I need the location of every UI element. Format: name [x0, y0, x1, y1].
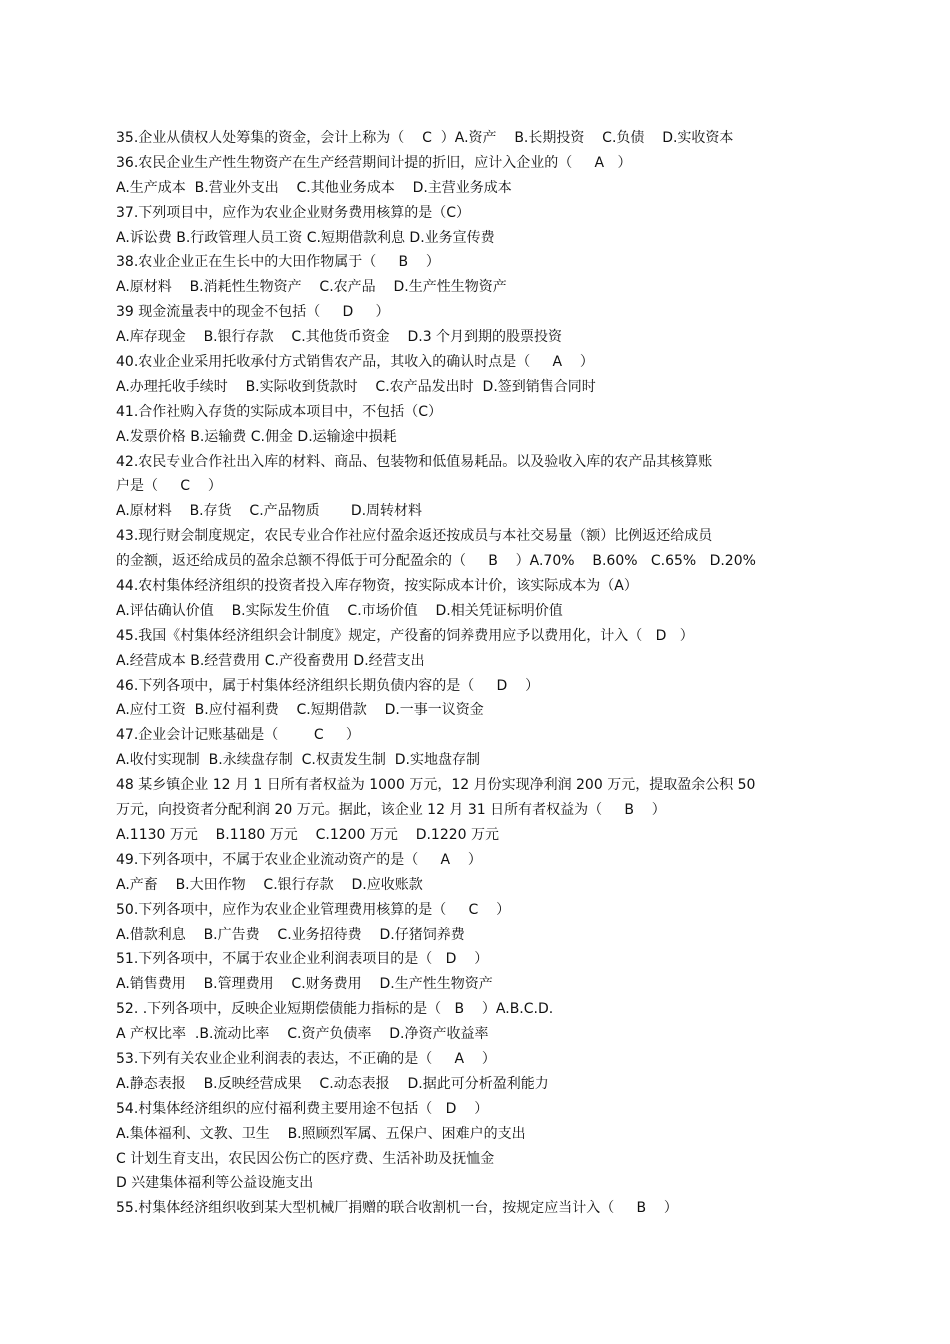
question-36-line: 36.农民企业生产性生物资产在生产经营期间计提的折旧，应计入企业的（ A ） — [116, 154, 632, 171]
question-45-options: A.经营成本 B.经营费用 C.产役畜费用 D.经营支出 — [116, 652, 425, 669]
question-35-line: 35.企业从债权人处筹集的资金，会计上称为（ C ）A.资产 B.长期投资 C.负债 D.实收资本 — [116, 130, 734, 146]
question-51-options: A.销售费用 B.管理费用 C.财务费用 D.生产性生物资产 — [116, 976, 493, 993]
question-54-line: 54.村集体经济组织的应付福利费主要用途不包括（ D ） — [116, 1100, 489, 1117]
question-49-line: 49.下列各项中，不属于农业企业流动资产的是（ A ） — [116, 851, 482, 868]
question-44-options: A.评估确认价值 B.实际发生价值 C.市场价值 D.相关凭证标明价值 — [116, 602, 563, 619]
document-body — [116, 126, 846, 1221]
question-46-options: A.应付工资 B.应付福利费 C.短期借款 D.一事一议资金 — [116, 702, 484, 719]
question-39-options: A.库存现金 B.银行存款 C.其他货币资金 D.3 个月到期的股票投资 — [116, 329, 563, 346]
question-39-line: 39 现金流量表中的现金不包括（ D ） — [116, 304, 390, 321]
question-52-options: A 产权比率 .B.流动比率 C.资产负债率 D.净资产收益率 — [116, 1026, 489, 1043]
question-49-options: A.产畜 B.大田作物 C.银行存款 D.应收账款 — [116, 876, 423, 893]
question-53-options: A.静态表报 B.反映经营成果 C.动态表报 D.据此可分析盈利能力 — [116, 1075, 549, 1092]
question-40-options: A.办理托收手续时 B.实际收到货款时 C.农产品发出时 D.签到销售合同时 — [116, 378, 596, 395]
question-43-line-cont: 的金额，返还给成员的盈余总额不得低于可分配盈余的（ B ）A.70% B.60% C.65% D.20% — [116, 553, 756, 570]
question-42-line-cont: 户是（ C ） — [116, 478, 222, 495]
question-38-line: 38.农业企业正在生长中的大田作物属于（ B ） — [116, 254, 440, 271]
question-52-line: 52. .下列各项中，反映企业短期偿债能力指标的是（ B ）A.B.C.D. — [116, 1001, 554, 1018]
question-41-line: 41.合作社购入存货的实际成本项目中，不包括（C） — [116, 403, 443, 420]
question-37-options: A.诉讼费 B.行政管理人员工资 C.短期借款利息 D.业务宣传费 — [116, 229, 495, 246]
question-48-options: A.1130 万元 B.1180 万元 C.1200 万元 D.1220 万元 — [116, 826, 500, 843]
question-40-line: 40.农业企业采用托收承付方式销售农产品，其收入的确认时点是（ A ） — [116, 354, 594, 371]
question-43-line: 43.现行财会制度规定，农民专业合作社应付盈余返还按成员与本社交易量（额）比例返还给成员 — [116, 528, 713, 545]
question-48-line-cont: 万元，向投资者分配利润 20 万元。据此，该企业 12 月 31 日所有者权益为（ B ） — [116, 802, 666, 819]
question-54-options-ab: A.集体福利、文教、卫生 B.照顾烈军属、五保户、困难户的支出 — [116, 1125, 526, 1142]
question-47-options: A.收付实现制 B.永续盘存制 C.权责发生制 D.实地盘存制 — [116, 752, 480, 769]
question-46-line: 46.下列各项中，属于村集体经济组织长期负债内容的是（ D ） — [116, 677, 540, 694]
question-50-options: A.借款利息 B.广告费 C.业务招待费 D.仔猪饲养费 — [116, 926, 465, 943]
question-38-options: A.原材料 B.消耗性生物资产 C.农产品 D.生产性生物资产 — [116, 279, 507, 296]
question-50-line: 50.下列各项中，应作为农业企业管理费用核算的是（ C ） — [116, 901, 511, 918]
question-42-options: A.原材料 B.存货 C.产品物质 D.周转材料 — [116, 503, 423, 520]
question-42-line: 42.农民专业合作社出入库的材料、商品、包装物和低值易耗品。以及验收入库的农产品其核算账 — [116, 453, 713, 470]
question-54-option-d: D 兴建集体福利等公益设施支出 — [116, 1175, 314, 1192]
question-55-line: 55.村集体经济组织收到某大型机械厂捐赠的联合收割机一台，按规定应当计入（ B ） — [116, 1200, 678, 1217]
question-45-line: 45.我国《村集体经济组织会计制度》规定，产役畜的饲养费用应予以费用化，计入（ D ） — [116, 627, 694, 644]
question-53-line: 53.下列有关农业企业利润表的表达，不正确的是（ A ） — [116, 1050, 496, 1067]
question-37-line: 37.下列项目中，应作为农业企业财务费用核算的是（C） — [116, 204, 471, 221]
question-47-line: 47.企业会计记账基础是（ C ） — [116, 727, 360, 744]
question-36-options: A.生产成本 B.营业外支出 C.其他业务成本 D.主营业务成本 — [116, 179, 512, 196]
question-54-option-c: C 计划生育支出，农民因公伤亡的医疗费、生活补助及抚恤金 — [116, 1150, 495, 1167]
question-44-line: 44.农村集体经济组织的投资者投入库存物资，按实际成本计价，该实际成本为（A） — [116, 578, 638, 595]
question-41-options: A.发票价格 B.运输费 C.佣金 D.运输途中损耗 — [116, 428, 397, 445]
question-51-line: 51.下列各项中，不属于农业企业利润表项目的是（ D ） — [116, 951, 489, 968]
question-48-line: 48 某乡镇企业 12 月 1 日所有者权益为 1000 万元，12 月份实现净利润 200 万元，提取盈余公积 50 — [116, 777, 756, 794]
